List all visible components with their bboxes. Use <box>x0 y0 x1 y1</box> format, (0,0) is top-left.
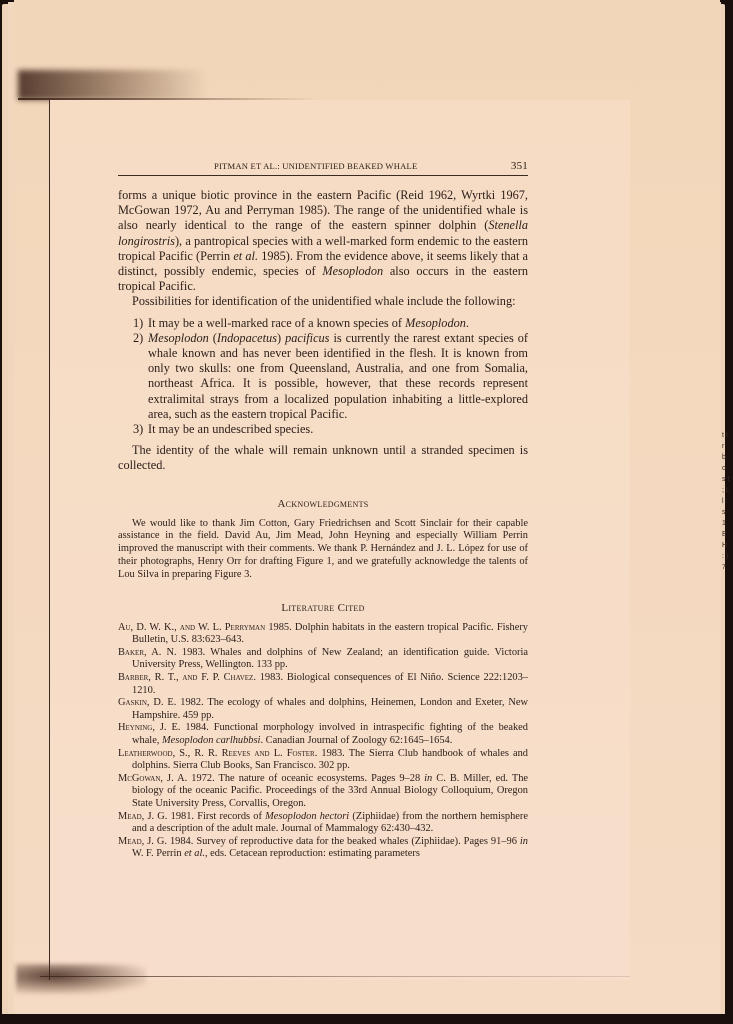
possibilities-list <box>118 316 528 438</box>
reference-entry: Heyning, J. E. 1984. Functional morphology involved in intraspecific fighting of the beaked whale, Mesoplodon carlhubbsi. Canadian Journal of Zoology 62:1645–1654. <box>118 722 528 746</box>
literature-cited-heading: Literature Cited <box>281 601 365 614</box>
acknowledgments-heading: Acknowledgments <box>277 497 369 510</box>
reference-entry: Gaskin, D. E. 1982. The ecology of whales and dolphins, Heinemen, London and Exeter, New Hampshire. 459 pp. <box>118 697 528 721</box>
list-item: 3) It may be an undescribed species. <box>133 422 314 437</box>
list-item: 2) Mesoplodon (Indopacetus) pacificus is currently the rarest extant species of whale known and has never been identified in the flesh. It is known from only two skulls: one from Queensland, Australia, and one from Somalia, northeast Africa. It is possible, however, that these records represent extralimital strays from a localized population inhabiting a little-explored area, such as the eastern tropical Pacific. <box>133 330 528 421</box>
references-list <box>118 622 528 861</box>
scanner-bed-edge <box>0 1014 733 1024</box>
adjacent-page-edge-text: t t r b o s t ; L l : s 1 E H : ) 7 <box>722 432 730 571</box>
reference-entry: Mead, J. G. 1981. First records of Mesoplodon hectori (Ziphiidae) from the northern hemisphere and a description of the adult male. Journal of Mammalogy 62:430–432. <box>118 810 528 835</box>
acknowledgments-text: We would like to thank Jim Cotton, Gary Friedrichsen and Scott Sinclair for their capable assistance in the field. David Au, Jim Mead, John Heyning and especially William Perrin improved the manuscript with their comments. We thank P. Hernández and J. L. López for use of their photographs, Henry Orr for drafting Figure 1, and we gratefully acknowledge the talents of Lou Silva in preparing Figure 3. <box>118 517 528 580</box>
reference-entry: McGowan, J. A. 1972. The nature of oceanic ecosystems. Pages 9–28 in C. B. Miller, ed. The biology of the oceanic Pacific. Proceedings of the 33rd Annual Biology Colloquium, Oregon State University Press, Corvallis, Oregon. <box>118 772 529 809</box>
running-head <box>118 160 528 176</box>
reference-entry: Baker, A. N. 1983. Whales and dolphins of New Zealand; an identification guide. Victoria University Press, Wellington. 133 pp. <box>118 646 528 671</box>
reference-entry: Leatherwood, S., R. R. Reeves and L. Foster. 1983. The Sierra Club handbook of whales and dolphins. Sierra Club Books, San Francisco. 302 pp. <box>118 747 528 772</box>
page-content <box>118 160 528 861</box>
running-head-title: PITMAN ET AL.: UNIDENTIFIED BEAKED WHALE <box>214 161 418 171</box>
paragraph-1: forms a unique biotic province in the eastern Pacific (Reid 1962, Wyrtki 1967, McGowan 1972, Au and Perryman 1985). The range of the unidentified whale is also nearly identical to the range of the eastern spinner dolphin (Stenella longirostris), a pantropical species with a well-marked form endemic to the eastern tropical Pacific (Perrin et al. 1985). From the evidence above, it seems likely that a distinct, possibly endemic, species of Mesoplodon also occurs in the eastern tropical Pacific. <box>118 188 529 294</box>
reference-entry: Mead, J. G. 1984. Survey of reproductive data for the beaked whales (Ziphiidae). Pages 91–96 in W. F. Perrin et al., eds. Cetacean reproduction: estimating parameters <box>118 835 528 860</box>
scan-shadow-top <box>18 70 208 100</box>
reference-entry: Barber, R. T., and F. P. Chavez. 1983. Biological consequences of El Niño. Science 222:1203–1210. <box>118 672 528 696</box>
paragraph-2: Possibilities for identification of the unidentified whale include the following: <box>132 294 516 309</box>
scan-shadow-bottom <box>16 964 146 994</box>
list-item: 1) It may be a well-marked race of a known species of Mesoplodon. <box>133 315 469 330</box>
reference-entry: Au, D. W. K., and W. L. Perryman 1985. Dolphin habitats in the eastern tropical Pacific. Fishery Bulletin, U.S. 83:623–643. <box>118 621 528 646</box>
paragraph-3: The identity of the whale will remain unknown until a stranded specimen is collected. <box>118 443 528 473</box>
page-number: 351 <box>510 160 528 172</box>
body-text <box>118 188 528 474</box>
page-edge-bottom <box>40 976 630 977</box>
